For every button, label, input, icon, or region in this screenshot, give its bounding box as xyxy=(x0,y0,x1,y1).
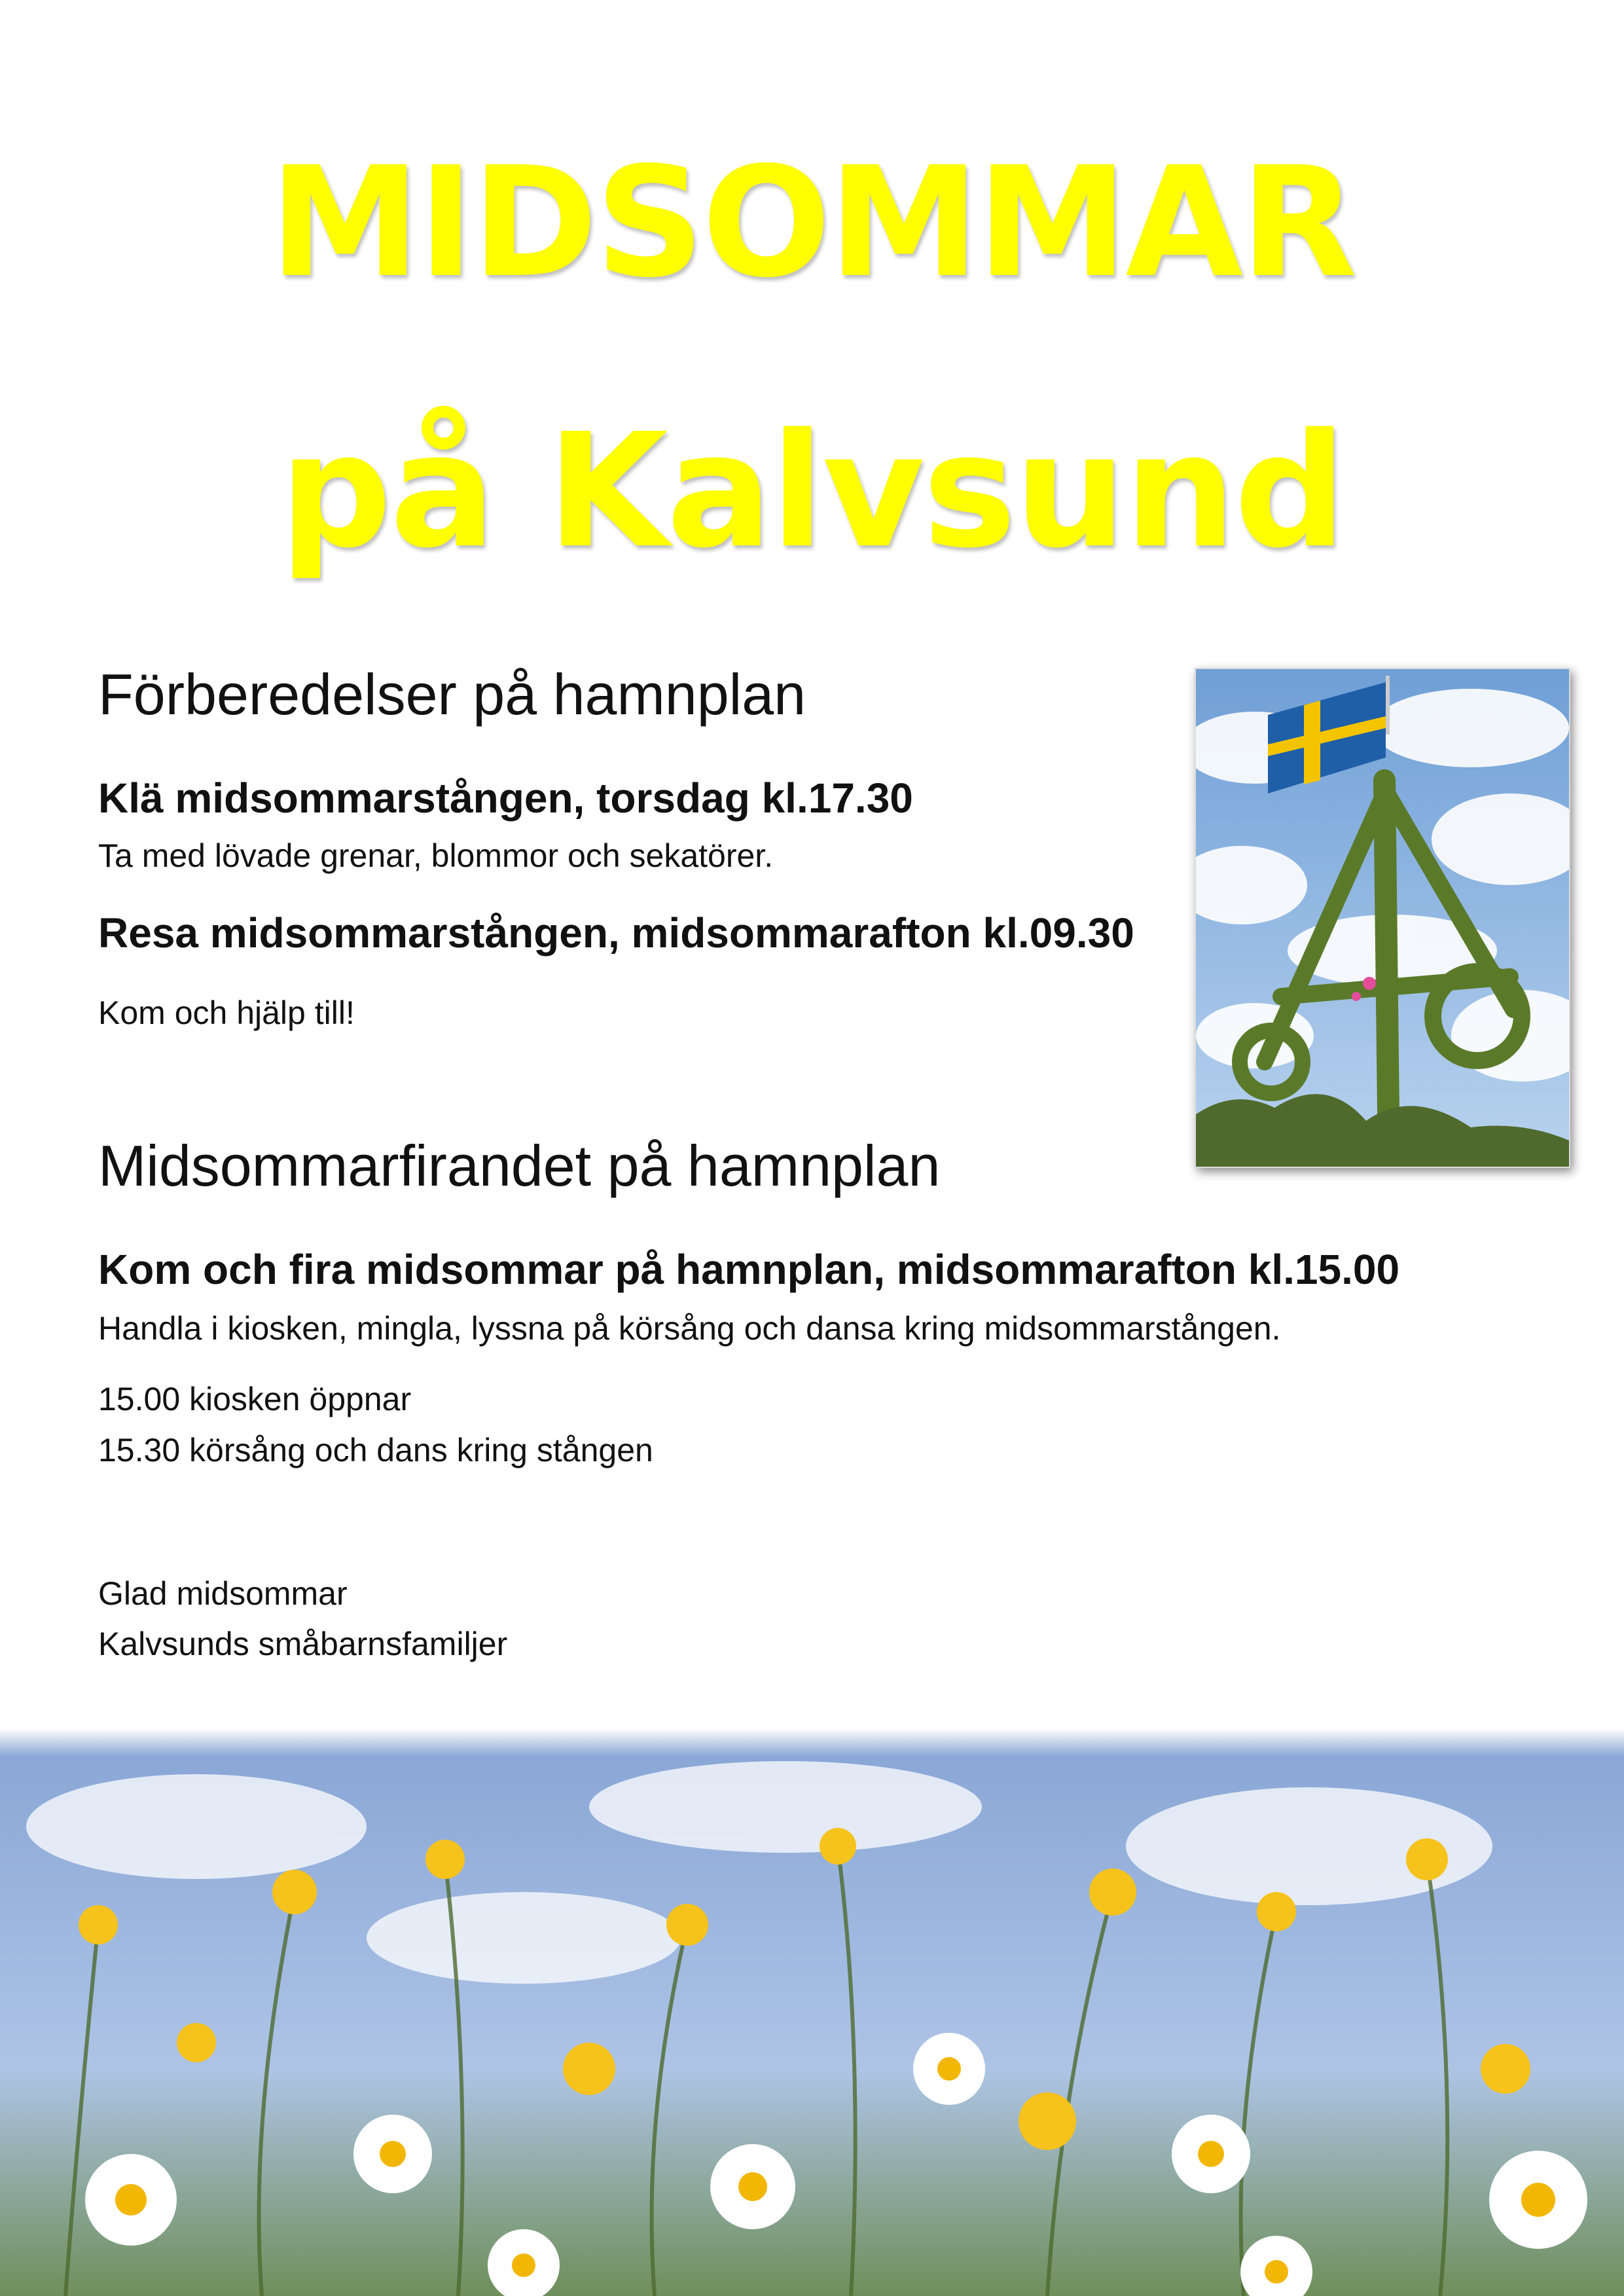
maypole-photo xyxy=(1195,668,1570,1168)
event3-text: Handla i kiosken, mingla, lyssna på körsång och dansa kring midsommarstången. xyxy=(98,1310,1281,1347)
event1-title: Klä midsommarstången, torsdag kl.17.30 xyxy=(98,774,913,822)
section2-heading: Midsommarfirandet på hamnplan xyxy=(98,1133,941,1198)
event2-title: Resa midsommarstången, midsommarafton kl.09.30 xyxy=(98,909,1134,957)
schedule-item: 15.00 kiosken öppnar xyxy=(98,1381,412,1417)
event2-text: Kom och hjälp till! xyxy=(98,994,355,1031)
event3-title: Kom och fira midsommar på hamnplan, midsommarafton kl.15.00 xyxy=(98,1246,1400,1293)
event1-text: Ta med lövade grenar, blommor och sekatörer. xyxy=(98,837,774,874)
schedule-item: 15.30 körsång och dans kring stången xyxy=(98,1432,653,1468)
flower-meadow-photo xyxy=(0,1728,1624,2296)
closing-sender: Kalvsunds småbarnsfamiljer xyxy=(98,1626,508,1662)
title-line-1: MIDSOMMAR xyxy=(269,134,1355,311)
closing-greeting: Glad midsommar xyxy=(98,1575,348,1612)
title-line-2: på Kalvsund xyxy=(279,399,1345,583)
section1-heading: Förberedelser på hamnplan xyxy=(98,662,806,727)
